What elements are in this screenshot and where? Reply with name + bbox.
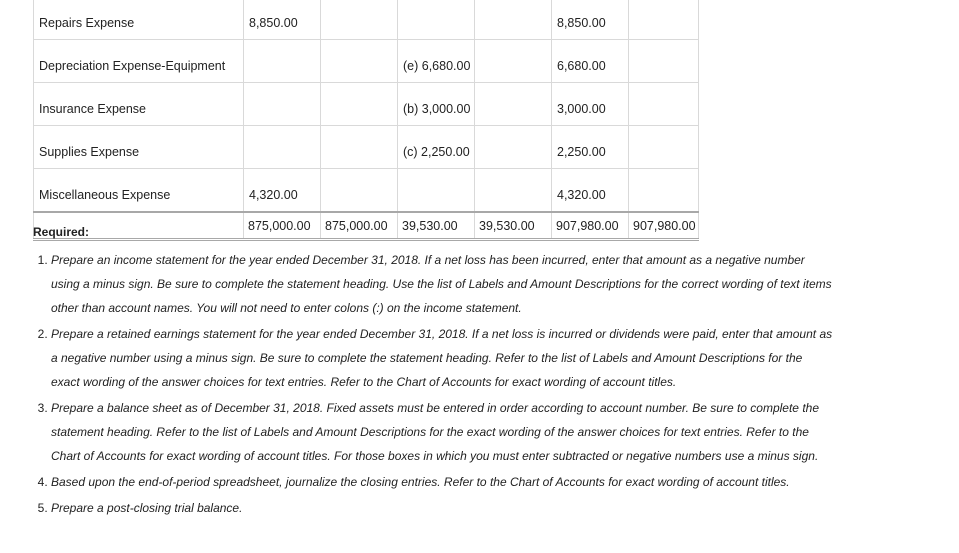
amount-cell	[475, 0, 552, 40]
amount-cell	[321, 40, 398, 83]
amount-cell	[321, 169, 398, 213]
total-cell: 875,000.00	[321, 212, 398, 240]
amount-cell: 3,000.00	[552, 83, 629, 126]
account-name: Depreciation Expense-Equipment	[34, 40, 244, 83]
account-name: Insurance Expense	[34, 83, 244, 126]
total-cell: 907,980.00	[552, 212, 629, 240]
requirements-heading: Required:	[33, 225, 90, 239]
amount-cell: 4,320.00	[552, 169, 629, 213]
amount-cell: (b) 3,000.00	[398, 83, 475, 126]
total-cell: 39,530.00	[475, 212, 552, 240]
amount-cell	[629, 0, 699, 40]
amount-cell	[244, 83, 321, 126]
amount-cell	[398, 169, 475, 213]
amount-cell	[475, 40, 552, 83]
amount-cell	[629, 40, 699, 83]
amount-cell	[398, 0, 475, 40]
total-cell: 39,530.00	[398, 212, 475, 240]
amount-cell: 8,850.00	[244, 0, 321, 40]
requirement-item: 3. Prepare a balance sheet as of December 31, 2018. Fixed assets must be entered in order according to account number. Be sure to complete the statement heading. Refer to the list of Labels and Amount Descriptions for the exact wording of the answer choices for text entries. Refer to the Chart of Accounts for exact wording of account titles. For those boxes in which you must enter subtracted or negative numbers use a minus sign.	[51, 396, 833, 468]
requirement-item: 4. Based upon the end-of-period spreadsheet, journalize the closing entries. Refer to the Chart of Accounts for exact wording of account titles.	[51, 470, 833, 494]
amount-cell	[244, 40, 321, 83]
requirement-item: 1. Prepare an income statement for the year ended December 31, 2018. If a net loss has been incurred, enter that amount as a negative number using a minus sign. Be sure to complete the statement heading. Use the list of Labels and Amount Descriptions for the correct wording of text items other than account names. You will not need to enter colons (:) on the income statement.	[51, 248, 833, 320]
table-row	[34, 40, 699, 83]
amount-cell	[475, 126, 552, 169]
total-cell: 875,000.00	[244, 212, 321, 240]
table-row	[34, 83, 699, 126]
amount-cell	[321, 83, 398, 126]
requirements-list	[33, 248, 833, 520]
amount-cell	[629, 83, 699, 126]
amount-cell: 2,250.00	[552, 126, 629, 169]
amount-cell	[475, 169, 552, 213]
worksheet-table	[33, 0, 699, 241]
requirements-section	[33, 225, 833, 522]
amount-cell	[244, 126, 321, 169]
amount-cell: 6,680.00	[552, 40, 629, 83]
requirement-item: 2. Prepare a retained earnings statement for the year ended December 31, 2018. If a net loss is incurred or dividends were paid, enter that amount as a negative number using a minus sign. Be sure to complete the statement heading. Refer to the list of Labels and Amount Descriptions for the exact wording of the answer choices for text entries. Refer to the Chart of Accounts for exact wording of account titles.	[51, 322, 833, 394]
account-name: Miscellaneous Expense	[34, 169, 244, 213]
table-row	[34, 0, 699, 40]
requirement-item: 5. Prepare a post-closing trial balance.	[51, 496, 833, 520]
account-name: Repairs Expense	[34, 0, 244, 40]
amount-cell	[629, 126, 699, 169]
amount-cell: 8,850.00	[552, 0, 629, 40]
amount-cell: (e) 6,680.00	[398, 40, 475, 83]
amount-cell	[321, 126, 398, 169]
table-row	[34, 126, 699, 169]
total-cell: 907,980.00	[629, 212, 699, 240]
account-name: Supplies Expense	[34, 126, 244, 169]
amount-cell: (c) 2,250.00	[398, 126, 475, 169]
table-row	[34, 169, 699, 213]
amount-cell	[475, 83, 552, 126]
amount-cell: 4,320.00	[244, 169, 321, 213]
amount-cell	[629, 169, 699, 213]
amount-cell	[321, 0, 398, 40]
